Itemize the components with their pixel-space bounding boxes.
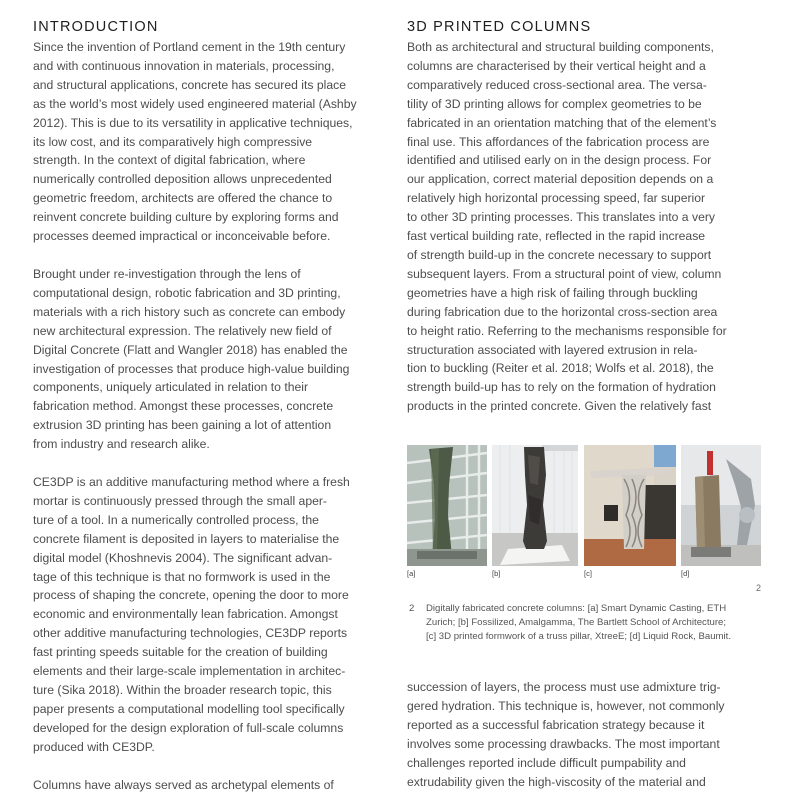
text-line: numerically controlled deposition allows unprecedented — [33, 172, 332, 187]
text-line: CE3DP is an additive manufacturing method where a fresh — [33, 475, 350, 490]
left-column — [33, 18, 383, 795]
text-line: subsequent layers. From a structural point of view, column — [407, 266, 722, 281]
section-heading-3d-printed-columns: 3D PRINTED COLUMNS — [407, 19, 592, 35]
text-line: succession of layers, the process must use admixture trig- — [407, 680, 721, 694]
text-line: geometric freedom, architects are offered the chance to — [33, 191, 333, 206]
text-line: fabricated in an orientation matching that of the element’s — [407, 115, 717, 130]
section-heading-introduction: INTRODUCTION — [33, 19, 159, 35]
photo-d-liquid-rock — [681, 445, 761, 566]
paragraph-gap — [33, 246, 383, 265]
text-line: tility of 3D printing allows for complex geometries to be — [407, 96, 702, 111]
photo-b-fossilized — [492, 445, 578, 566]
text-line: relatively high horizontal processing speed, far superior — [407, 191, 706, 206]
figure-number: 2 — [755, 583, 761, 593]
photo-label-a: [a] — [407, 569, 416, 578]
text-line: columns are characterised by their vertical height and a — [407, 58, 706, 73]
text-line: investigation of processes that produce high-value building — [33, 361, 350, 376]
caption-line: [c] 3D printed formwork of a truss pillar, XtreeE; [d] Liquid Rock, Baumit. — [426, 631, 731, 642]
text-line: fast vertical building rate, reflected in the rapid increase — [407, 229, 706, 244]
text-line: digital model (Khoshnevis 2004). The significant advan- — [33, 550, 333, 565]
photo-label-d: [d] — [681, 569, 690, 578]
text-line: and with continuous innovation in materials, processing, — [33, 58, 335, 73]
text-line: developed for the design exploration of full-scale columns — [33, 720, 344, 735]
text-line: from industry and research alike. — [33, 437, 210, 452]
paragraph-gap — [33, 757, 383, 776]
text-line: ture (Sika 2018). Within the broader research topic, this — [33, 683, 332, 697]
text-line: identified and utilised early on in the design process. For — [407, 153, 712, 168]
columns-paragraph-continued — [407, 678, 767, 791]
text-line: economic and environmentally lean fabrication. Amongst — [33, 607, 338, 622]
text-line: and structural applications, concrete has secured its place — [33, 77, 346, 92]
text-line: Digital Concrete (Flatt and Wangler 2018) has enabled the — [33, 342, 348, 357]
columns-paragraph — [407, 38, 767, 416]
text-line: challenges reported include difficult pumpability and — [407, 755, 686, 770]
text-line: as the world’s most widely used engineered material (Ashby — [33, 96, 357, 111]
text-line: new architectural expression. The relatively new field of — [33, 323, 332, 338]
text-line: fabrication method. Amongst these processes, concrete — [33, 399, 334, 414]
text-line: concrete filament is deposited in layers to materialise the — [33, 531, 340, 546]
caption-line: Digitally fabricated concrete columns: [a] Smart Dynamic Casting, ETH — [426, 603, 727, 614]
text-line: processes deemed impractical or inconceivable before. — [33, 229, 331, 244]
text-line: extrudability given the high-viscosity of the material and — [407, 774, 706, 789]
text-line: ture of a tool. In a numerically controlled process, the — [33, 512, 319, 527]
right-column — [407, 18, 767, 416]
text-line: computational design, robotic fabrication and 3D printing, — [33, 285, 341, 300]
text-line: products in the printed concrete. Given the relatively fast — [407, 399, 712, 414]
text-line: other additive manufacturing technologies, CE3DP reports — [33, 626, 348, 641]
text-line: geometries have a high risk of failing through buckling — [407, 285, 698, 300]
text-line: extrusion 3D printing has been gaining a lot of attention — [33, 418, 332, 433]
text-line: components, uniquely articulated in relation to their — [33, 380, 309, 395]
caption-line: Zurich; [b] Fossilized, Amalgamma, The Bartlett School of Architecture; — [426, 617, 727, 628]
text-line: final use. This affordances of the fabrication process are — [407, 134, 710, 149]
text-line: its low cost, and its comparatively high compressive — [33, 134, 313, 149]
text-line: tion to buckling (Reiter et al. 2018; Wolfs et al. 2018), the — [407, 361, 714, 376]
text-line: our application, correct material deposition depends on a — [407, 172, 714, 187]
text-line: involves some processing drawbacks. The most important — [407, 736, 720, 751]
text-line: paper presents a computational modelling tool specifically — [33, 701, 345, 716]
text-line: strength. In the context of digital fabrication, where — [33, 153, 306, 168]
text-line: fast printing speeds suitable for the creation of building — [33, 645, 328, 660]
text-line: Both as architectural and structural building components, — [407, 40, 714, 54]
text-line: reinvent concrete building culture by exploring forms and — [33, 210, 339, 225]
intro-paragraph-1 — [33, 38, 383, 246]
figure-caption — [407, 602, 767, 644]
paragraph-gap — [33, 454, 383, 473]
text-line: structuration associated with layered extrusion in rela- — [407, 342, 698, 357]
text-line: Since the invention of Portland cement in the 19th century — [33, 40, 346, 54]
text-line: strength build-up has to rely on the formation of hydration — [407, 380, 716, 395]
text-line: process of shaping the concrete, opening the door to more — [33, 588, 349, 603]
text-line: of strength build-up in the concrete necessary to support — [407, 247, 712, 262]
caption-text — [426, 602, 767, 644]
text-line: Brought under re-investigation through the lens of — [33, 266, 301, 281]
photo-c-truss-pillar — [584, 445, 676, 566]
text-line: to other 3D printing processes. This translates into a very — [407, 210, 715, 225]
text-line: reported as a successful fabrication strategy because it — [407, 717, 705, 732]
caption-number: 2 — [409, 603, 415, 614]
text-line: tage of this technique is that no formwork is used in the — [33, 569, 331, 584]
intro-paragraph-3 — [33, 473, 383, 757]
photo-label-c: [c] — [584, 569, 592, 578]
text-line: during fabrication due to the horizontal cross-section area — [407, 304, 718, 319]
figure-photo-row — [407, 445, 767, 593]
text-line: mortar is continuously pressed through the small aper- — [33, 493, 327, 508]
text-line: materials with a rich history such as concrete can embody — [33, 304, 346, 319]
text-line: 2012). This is due to its versatility in applicative techniques, — [33, 115, 353, 130]
intro-paragraph-4 — [33, 776, 383, 795]
text-line: comparatively reduced cross-sectional area. The versa- — [407, 77, 707, 92]
photo-a-smart-dynamic-casting — [407, 445, 487, 566]
text-line: to height ratio. Referring to the mechanisms responsible for — [407, 323, 727, 338]
text-line: Columns have always served as archetypal elements of — [33, 777, 334, 792]
text-line: gered hydration. This technique is, however, not commonly — [407, 698, 725, 713]
text-line: produced with CE3DP. — [33, 739, 155, 754]
text-line: elements and their large-scale implementation in architec- — [33, 664, 346, 679]
photo-label-b: [b] — [492, 569, 501, 578]
figure-2 — [407, 445, 767, 593]
intro-paragraph-2 — [33, 265, 383, 454]
right-column-continued — [407, 678, 767, 791]
